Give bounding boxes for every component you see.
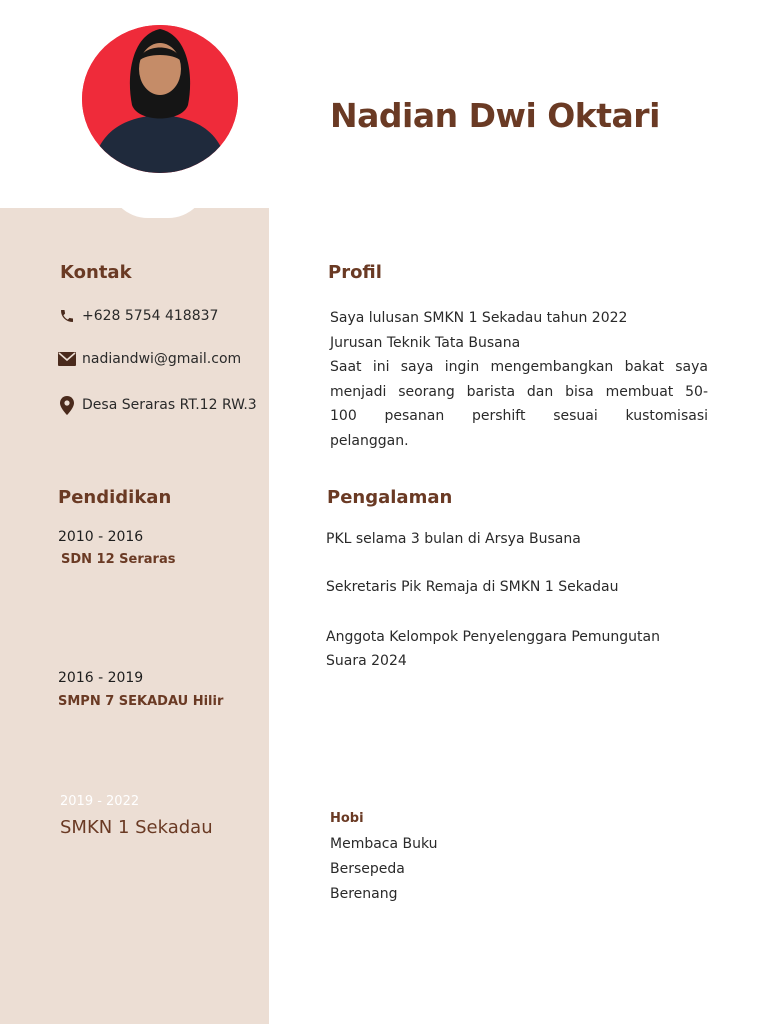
email-address: nadiandwi@gmail.com	[82, 351, 242, 367]
education-school: SMPN 7 SEKADAU Hilir	[58, 694, 224, 709]
hobby-item: Bersepeda	[330, 861, 405, 877]
education-years: 2016 - 2019	[58, 670, 144, 686]
hobbies-heading: Hobi	[330, 811, 364, 826]
profile-line: pelanggan.	[330, 432, 409, 449]
hobby-item: Berenang	[330, 886, 398, 902]
contact-address	[58, 396, 257, 414]
hobby-item: Membaca Buku	[330, 836, 438, 852]
resume-name: Nadian Dwi Oktari	[330, 96, 660, 135]
phone-icon	[58, 307, 76, 325]
education-school: SMKN 1 Sekadau	[60, 817, 213, 838]
profile-line: menjadi seorang barista dan bisa membuat 50-	[330, 383, 708, 400]
profile-text	[330, 306, 708, 453]
experience-line: Anggota Kelompok Penyelenggara Pemungutan	[326, 629, 660, 645]
profile-line: Saya lulusan SMKN 1 Sekadau tahun 2022	[330, 310, 628, 326]
education-years: 2010 - 2016	[58, 529, 144, 545]
education-school: SDN 12 Seraras	[61, 552, 176, 567]
experience-line: Suara 2024	[326, 653, 407, 669]
experience-item	[326, 575, 619, 599]
mail-icon	[58, 350, 76, 368]
education-heading: Pendidikan	[58, 487, 172, 508]
experience-item	[326, 625, 660, 673]
contact-phone	[58, 307, 218, 325]
profile-line: 100 pesanan pershift sesuai kustomisasi	[330, 408, 708, 424]
address: Desa Seraras RT.12 RW.3	[82, 397, 257, 413]
profile-line: Jurusan Teknik Tata Busana	[330, 334, 521, 351]
sidebar-panel	[0, 208, 269, 1024]
experience-line: PKL selama 3 bulan di Arsya Busana	[326, 531, 581, 547]
education-years: 2019 - 2022	[60, 794, 140, 809]
location-pin-icon	[58, 396, 76, 414]
contact-heading: Kontak	[60, 262, 132, 283]
profile-line: Saat ini saya ingin mengembangkan bakat saya	[330, 359, 708, 375]
experience-line: Sekretaris Pik Remaja di SMKN 1 Sekadau	[326, 579, 619, 595]
profile-photo	[82, 25, 238, 173]
experience-heading: Pengalaman	[327, 487, 453, 508]
profile-heading: Profil	[328, 262, 382, 283]
contact-email	[58, 350, 241, 368]
phone-number: +628 5754 418837	[82, 308, 219, 324]
experience-item	[326, 527, 581, 551]
